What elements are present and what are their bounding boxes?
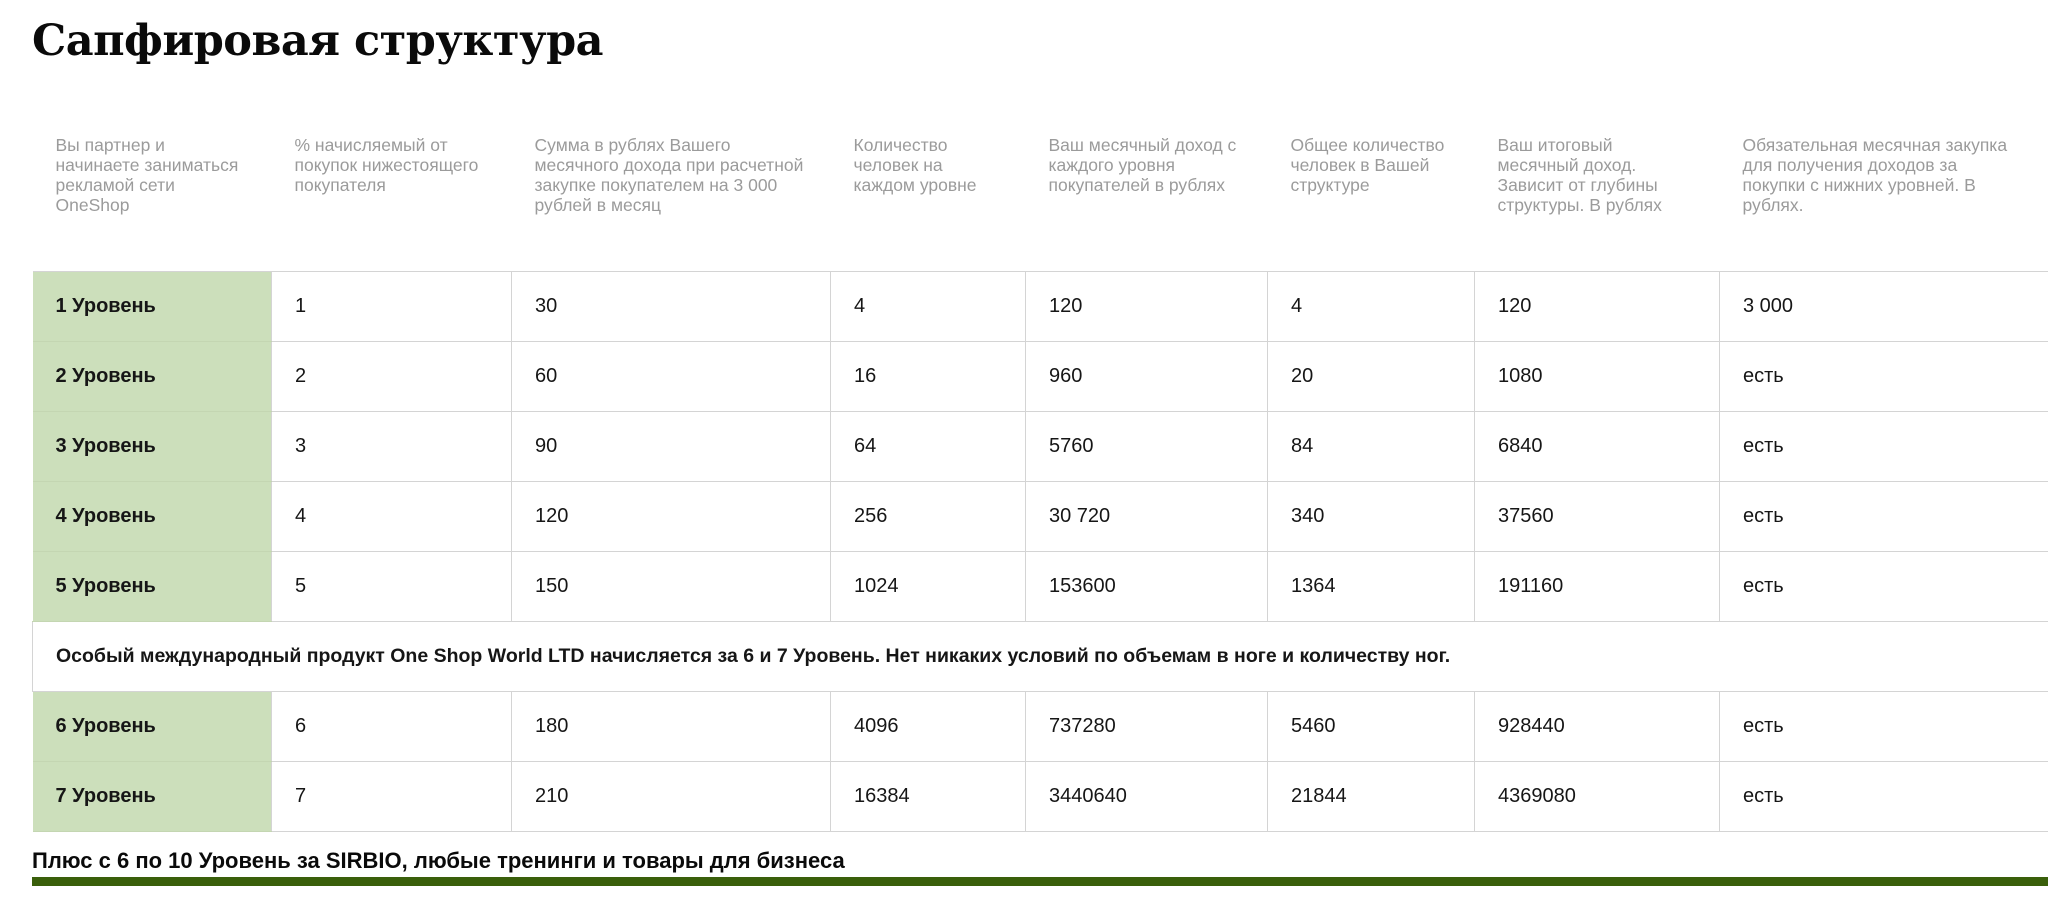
income-sum-cell: 150 <box>512 552 831 622</box>
international-product-note: Особый международный продукт One Shop World LTD начисляется за 6 и 7 Уровень. Нет никаких условий по объемам в ноге и количеству ног. <box>33 622 2048 692</box>
note-row <box>33 622 2048 692</box>
page-title: Сапфировая структура <box>32 16 604 66</box>
table-row <box>33 552 2048 622</box>
total-income-cell: 928440 <box>1475 692 1720 762</box>
level-label: 6 Уровень <box>33 692 272 762</box>
percent-cell: 4 <box>272 482 512 552</box>
levels-table <box>32 124 2048 832</box>
level-income-cell: 960 <box>1026 342 1268 412</box>
table-row <box>33 482 2048 552</box>
level-label: 5 Уровень <box>33 552 272 622</box>
total-people-cell: 21844 <box>1268 762 1475 832</box>
header-income-sum: Сумма в рублях Вашего месячного дохода при расчетной закупке покупателем на 3 000 рублей в месяц <box>512 124 831 272</box>
people-count-cell: 4 <box>831 272 1026 342</box>
total-income-cell: 6840 <box>1475 412 1720 482</box>
table-header-row <box>33 124 2048 272</box>
header-total-income: Ваш итоговый месячный доход. Зависит от глубины структуры. В рублях <box>1475 124 1720 272</box>
table-row <box>33 342 2048 412</box>
table-row <box>33 762 2048 832</box>
percent-cell: 2 <box>272 342 512 412</box>
level-income-cell: 3440640 <box>1026 762 1268 832</box>
level-label: 4 Уровень <box>33 482 272 552</box>
header-people-count: Количество человек на каждом уровне <box>831 124 1026 272</box>
people-count-cell: 256 <box>831 482 1026 552</box>
header-total-people: Общее количество человек в Вашей структуре <box>1268 124 1475 272</box>
income-sum-cell: 60 <box>512 342 831 412</box>
required-purchase-cell: есть <box>1720 412 2048 482</box>
total-people-cell: 84 <box>1268 412 1475 482</box>
header-required-purchase: Обязательная месячная закупка для получения доходов за покупки с нижних уровней. В рублях. <box>1720 124 2048 272</box>
required-purchase-cell: есть <box>1720 552 2048 622</box>
level-income-cell: 30 720 <box>1026 482 1268 552</box>
total-people-cell: 5460 <box>1268 692 1475 762</box>
level-label: 1 Уровень <box>33 272 272 342</box>
income-sum-cell: 120 <box>512 482 831 552</box>
header-partner: Вы партнер и начинаете заниматься рекламой сети OneShop <box>33 124 272 272</box>
total-people-cell: 4 <box>1268 272 1475 342</box>
required-purchase-cell: 3 000 <box>1720 272 2048 342</box>
level-income-cell: 153600 <box>1026 552 1268 622</box>
percent-cell: 6 <box>272 692 512 762</box>
percent-cell: 7 <box>272 762 512 832</box>
level-income-cell: 120 <box>1026 272 1268 342</box>
income-sum-cell: 90 <box>512 412 831 482</box>
people-count-cell: 16 <box>831 342 1026 412</box>
table-row <box>33 692 2048 762</box>
percent-cell: 5 <box>272 552 512 622</box>
required-purchase-cell: есть <box>1720 342 2048 412</box>
level-label: 3 Уровень <box>33 412 272 482</box>
level-income-cell: 737280 <box>1026 692 1268 762</box>
percent-cell: 1 <box>272 272 512 342</box>
total-income-cell: 37560 <box>1475 482 1720 552</box>
people-count-cell: 64 <box>831 412 1026 482</box>
income-sum-cell: 180 <box>512 692 831 762</box>
header-level-income: Ваш месячный доход с каждого уровня покупателей в рублях <box>1026 124 1268 272</box>
income-sum-cell: 30 <box>512 272 831 342</box>
income-sum-cell: 210 <box>512 762 831 832</box>
level-label: 2 Уровень <box>33 342 272 412</box>
people-count-cell: 4096 <box>831 692 1026 762</box>
header-percent: % начисляемый от покупок нижестоящего покупателя <box>272 124 512 272</box>
level-label: 7 Уровень <box>33 762 272 832</box>
level-income-cell: 5760 <box>1026 412 1268 482</box>
table-row <box>33 272 2048 342</box>
total-income-cell: 120 <box>1475 272 1720 342</box>
required-purchase-cell: есть <box>1720 692 2048 762</box>
required-purchase-cell: есть <box>1720 762 2048 832</box>
sirbio-bonus-note: Плюс с 6 по 10 Уровень за SIRBIO, любые тренинги и товары для бизнеса <box>32 848 845 873</box>
people-count-cell: 16384 <box>831 762 1026 832</box>
table-row <box>33 412 2048 482</box>
total-people-cell: 340 <box>1268 482 1475 552</box>
percent-cell: 3 <box>272 412 512 482</box>
total-people-cell: 1364 <box>1268 552 1475 622</box>
total-income-cell: 191160 <box>1475 552 1720 622</box>
total-people-cell: 20 <box>1268 342 1475 412</box>
total-income-cell: 4369080 <box>1475 762 1720 832</box>
total-income-cell: 1080 <box>1475 342 1720 412</box>
people-count-cell: 1024 <box>831 552 1026 622</box>
accent-bar <box>32 877 2048 886</box>
required-purchase-cell: есть <box>1720 482 2048 552</box>
